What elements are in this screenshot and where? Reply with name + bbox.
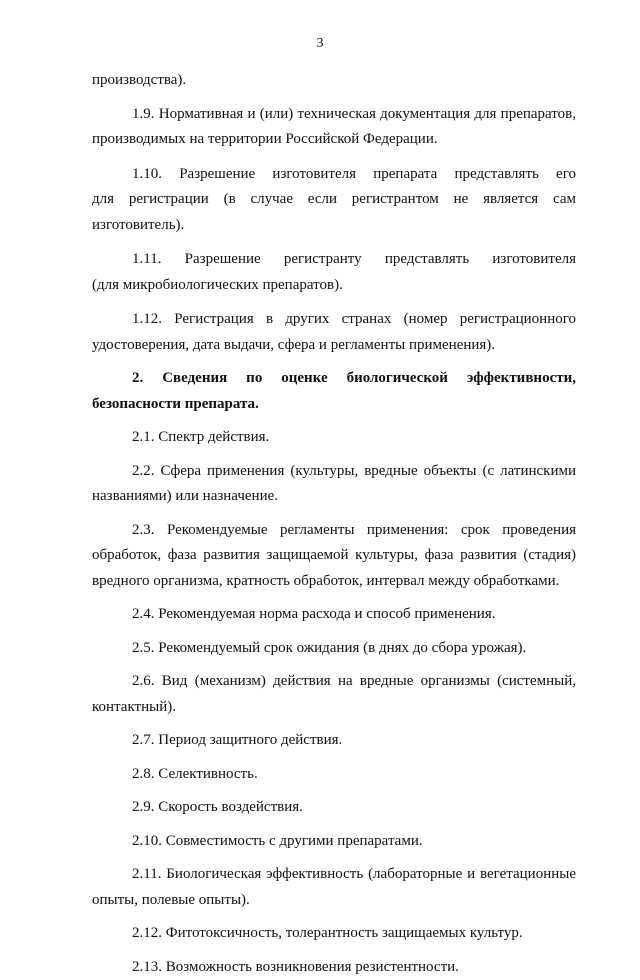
text-line: 2.8. Селективность. (92, 762, 576, 788)
text-line: безопасности препарата. (92, 392, 576, 418)
text-line: 1.12. Регистрация в других странах (номер регистрационного (92, 307, 576, 333)
text-line: для регистрации (в случае если регистрантом не является сам (92, 187, 576, 213)
paragraph (92, 602, 576, 628)
text-line: названиями) или назначение. (92, 484, 576, 510)
text-line: контактный). (92, 695, 576, 721)
text-line: удостоверения, дата выдачи, сфера и регламенты применения). (92, 333, 576, 359)
paragraph (92, 366, 576, 417)
document-body (92, 60, 576, 980)
paragraph (92, 795, 576, 821)
text-line: 2. Сведения по оценке биологической эффективности, (92, 366, 576, 392)
paragraph (92, 829, 576, 855)
text-line: 2.9. Скорость воздействия. (92, 795, 576, 821)
text-line: 2.3. Рекомендуемые регламенты применения: срок проведения (92, 518, 576, 544)
paragraph (92, 921, 576, 947)
text-line: 2.2. Сфера применения (культуры, вредные объекты (с латинскими (92, 459, 576, 485)
paragraph (92, 636, 576, 662)
paragraph (92, 247, 576, 298)
text-line: изготовитель). (92, 213, 576, 239)
text-line: вредного организма, кратность обработок, интервал между обработками. (92, 569, 576, 595)
page-number: 3 (0, 36, 640, 52)
text-line: 2.6. Вид (механизм) действия на вредные организмы (системный, (92, 669, 576, 695)
text-line: 2.7. Период защитного действия. (92, 728, 576, 754)
text-line: 2.1. Спектр действия. (92, 425, 576, 451)
text-line: производства). (92, 68, 576, 94)
text-line: 2.12. Фитотоксичность, толерантность защищаемых культур. (92, 921, 576, 947)
paragraph (92, 425, 576, 451)
paragraph (92, 762, 576, 788)
text-line: 2.11. Биологическая эффективность (лабораторные и вегетационные (92, 862, 576, 888)
paragraph (92, 102, 576, 153)
paragraph (92, 307, 576, 358)
text-line: производимых на территории Российской Федерации. (92, 127, 576, 153)
text-line: 2.13. Возможность возникновения резистентности. (92, 955, 576, 980)
text-line: 1.10. Разрешение изготовителя препарата представлять его (92, 162, 576, 188)
paragraph (92, 669, 576, 720)
text-line: опыты, полевые опыты). (92, 888, 576, 914)
text-line: 1.11. Разрешение регистранту представлять изготовителя (92, 247, 576, 273)
text-line: 2.4. Рекомендуемая норма расхода и способ применения. (92, 602, 576, 628)
paragraph (92, 728, 576, 754)
text-line: 1.9. Нормативная и (или) техническая документация для препаратов, (92, 102, 576, 128)
paragraph (92, 955, 576, 980)
text-line: 2.5. Рекомендуемый срок ожидания (в днях до сбора урожая). (92, 636, 576, 662)
text-line: 2.10. Совместимость с другими препаратами. (92, 829, 576, 855)
text-line: обработок, фаза развития защищаемой культуры, фаза развития (стадия) (92, 543, 576, 569)
paragraph (92, 68, 576, 94)
text-line: (для микробиологических препаратов). (92, 273, 576, 299)
paragraph (92, 518, 576, 595)
paragraph (92, 862, 576, 913)
paragraph (92, 162, 576, 239)
paragraph (92, 459, 576, 510)
